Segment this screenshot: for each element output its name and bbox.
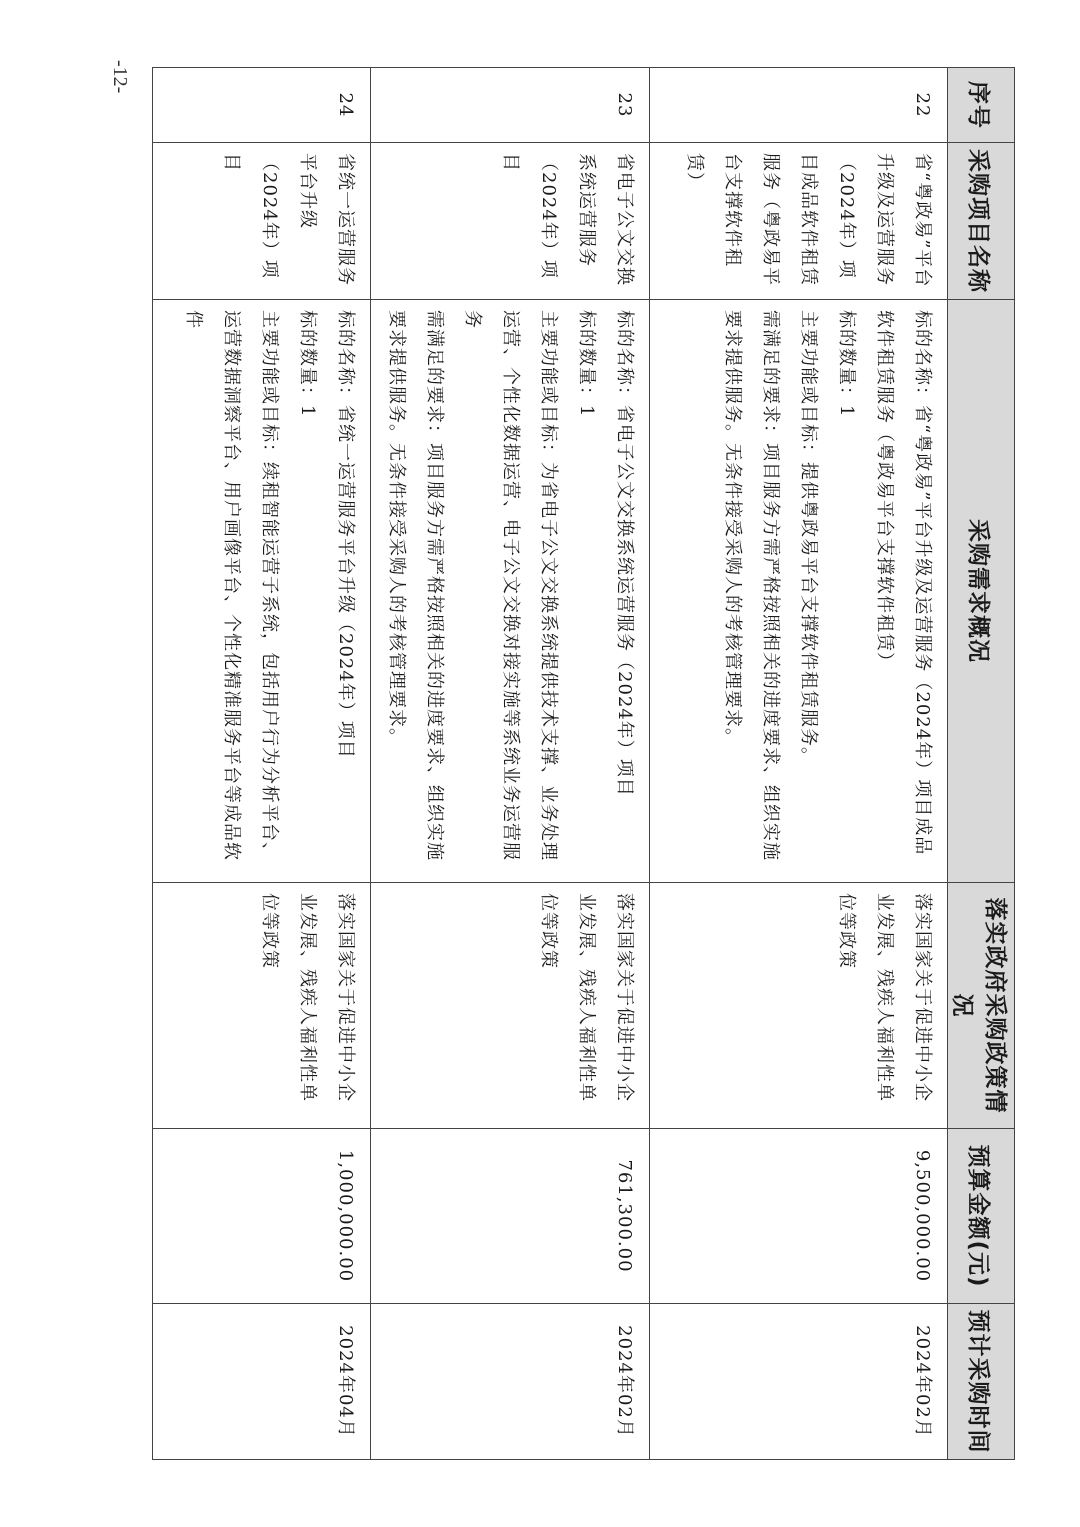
overview-line: 标的数量：1 (576, 310, 597, 418)
overview-line: 主要功能或目标：为省电子公文交换系统提供技术支撑、业务处理运营、个性化数据运营、电子公文交换对接实施等系统业务运营服务 (462, 310, 559, 861)
row-budget: 1,000,000.00 (153, 1129, 371, 1304)
row-project-name: 省统一运营服务平台升级（2024年）项目 (153, 143, 371, 300)
overview-line: 标的名称：省“粤政易”平台升级及运营服务（2024年）项目成品软件租赁服务（粤政易平台支撑软件租赁） (874, 310, 933, 856)
row-budget: 761,300.00 (371, 1129, 650, 1304)
header-budget: 预算金额(元) (948, 1129, 1015, 1304)
row-time: 2024年02月 (371, 1304, 650, 1460)
row-time: 2024年02月 (650, 1304, 948, 1460)
header-overview: 采购需求概况 (948, 300, 1015, 883)
row-project-name: 省电子公文交换系统运营服务（2024年）项目 (371, 143, 650, 300)
row-budget: 9,500,000.00 (650, 1129, 948, 1304)
overview-line: 标的数量：1 (836, 310, 857, 418)
row-time: 2024年04月 (153, 1304, 371, 1460)
row-seq: 23 (371, 68, 650, 143)
overview-line: 标的名称：省统一运营服务平台升级（2024年）项目 (335, 310, 356, 759)
row-policy: 落实国家关于促进中小企业发展、残疾人福利性单位等政策 (371, 883, 650, 1129)
overview-line: 标的数量：1 (297, 310, 318, 418)
rotated-table-container (159, 67, 1015, 1459)
table-row (153, 68, 371, 1460)
row-seq: 24 (153, 68, 371, 143)
row-policy: 落实国家关于促进中小企业发展、残疾人福利性单位等政策 (153, 883, 371, 1129)
row-seq: 22 (650, 68, 948, 143)
header-policy: 落实政府采购政策情况 (948, 883, 1015, 1129)
overview-line: 主要功能或目标：续租智能运营子系统，包括用户行为分析平台、运营数据洞察平台、用户画像平台、个性化精准服务平台等成品软件 (183, 310, 280, 861)
table-header-row (948, 68, 1015, 1460)
overview-line: 需满足的要求：项目服务方需严格按照相关的进度要求、组织实施要求提供服务。无条件接受采购人的考核管理要求。 (386, 310, 445, 861)
row-overview (650, 300, 948, 883)
row-project-name: 省“粤政易”平台升级及运营服务（2024年）项目成品软件租赁服务（粤政易平台支撑软件租赁） (650, 143, 948, 300)
overview-line: 主要功能或目标：提供粤政易平台支撑软件租赁服务。 (798, 310, 819, 766)
header-time: 预计采购时间 (948, 1304, 1015, 1460)
row-overview (153, 300, 371, 883)
table-row (650, 68, 948, 1460)
procurement-table (152, 67, 1015, 1460)
header-seq: 序号 (948, 68, 1015, 143)
row-policy: 落实国家关于促进中小企业发展、残疾人福利性单位等政策 (650, 883, 948, 1129)
overview-line: 需满足的要求：项目服务方需严格按照相关的进度要求、组织实施要求提供服务。无条件接受采购人的考核管理要求。 (722, 310, 781, 861)
header-name: 采购项目名称 (948, 143, 1015, 300)
overview-line: 标的名称：省电子公文交换系统运营服务（2024年）项目 (614, 310, 635, 797)
page-number: -12- (109, 60, 131, 94)
table-row (371, 68, 650, 1460)
row-overview (371, 300, 650, 883)
